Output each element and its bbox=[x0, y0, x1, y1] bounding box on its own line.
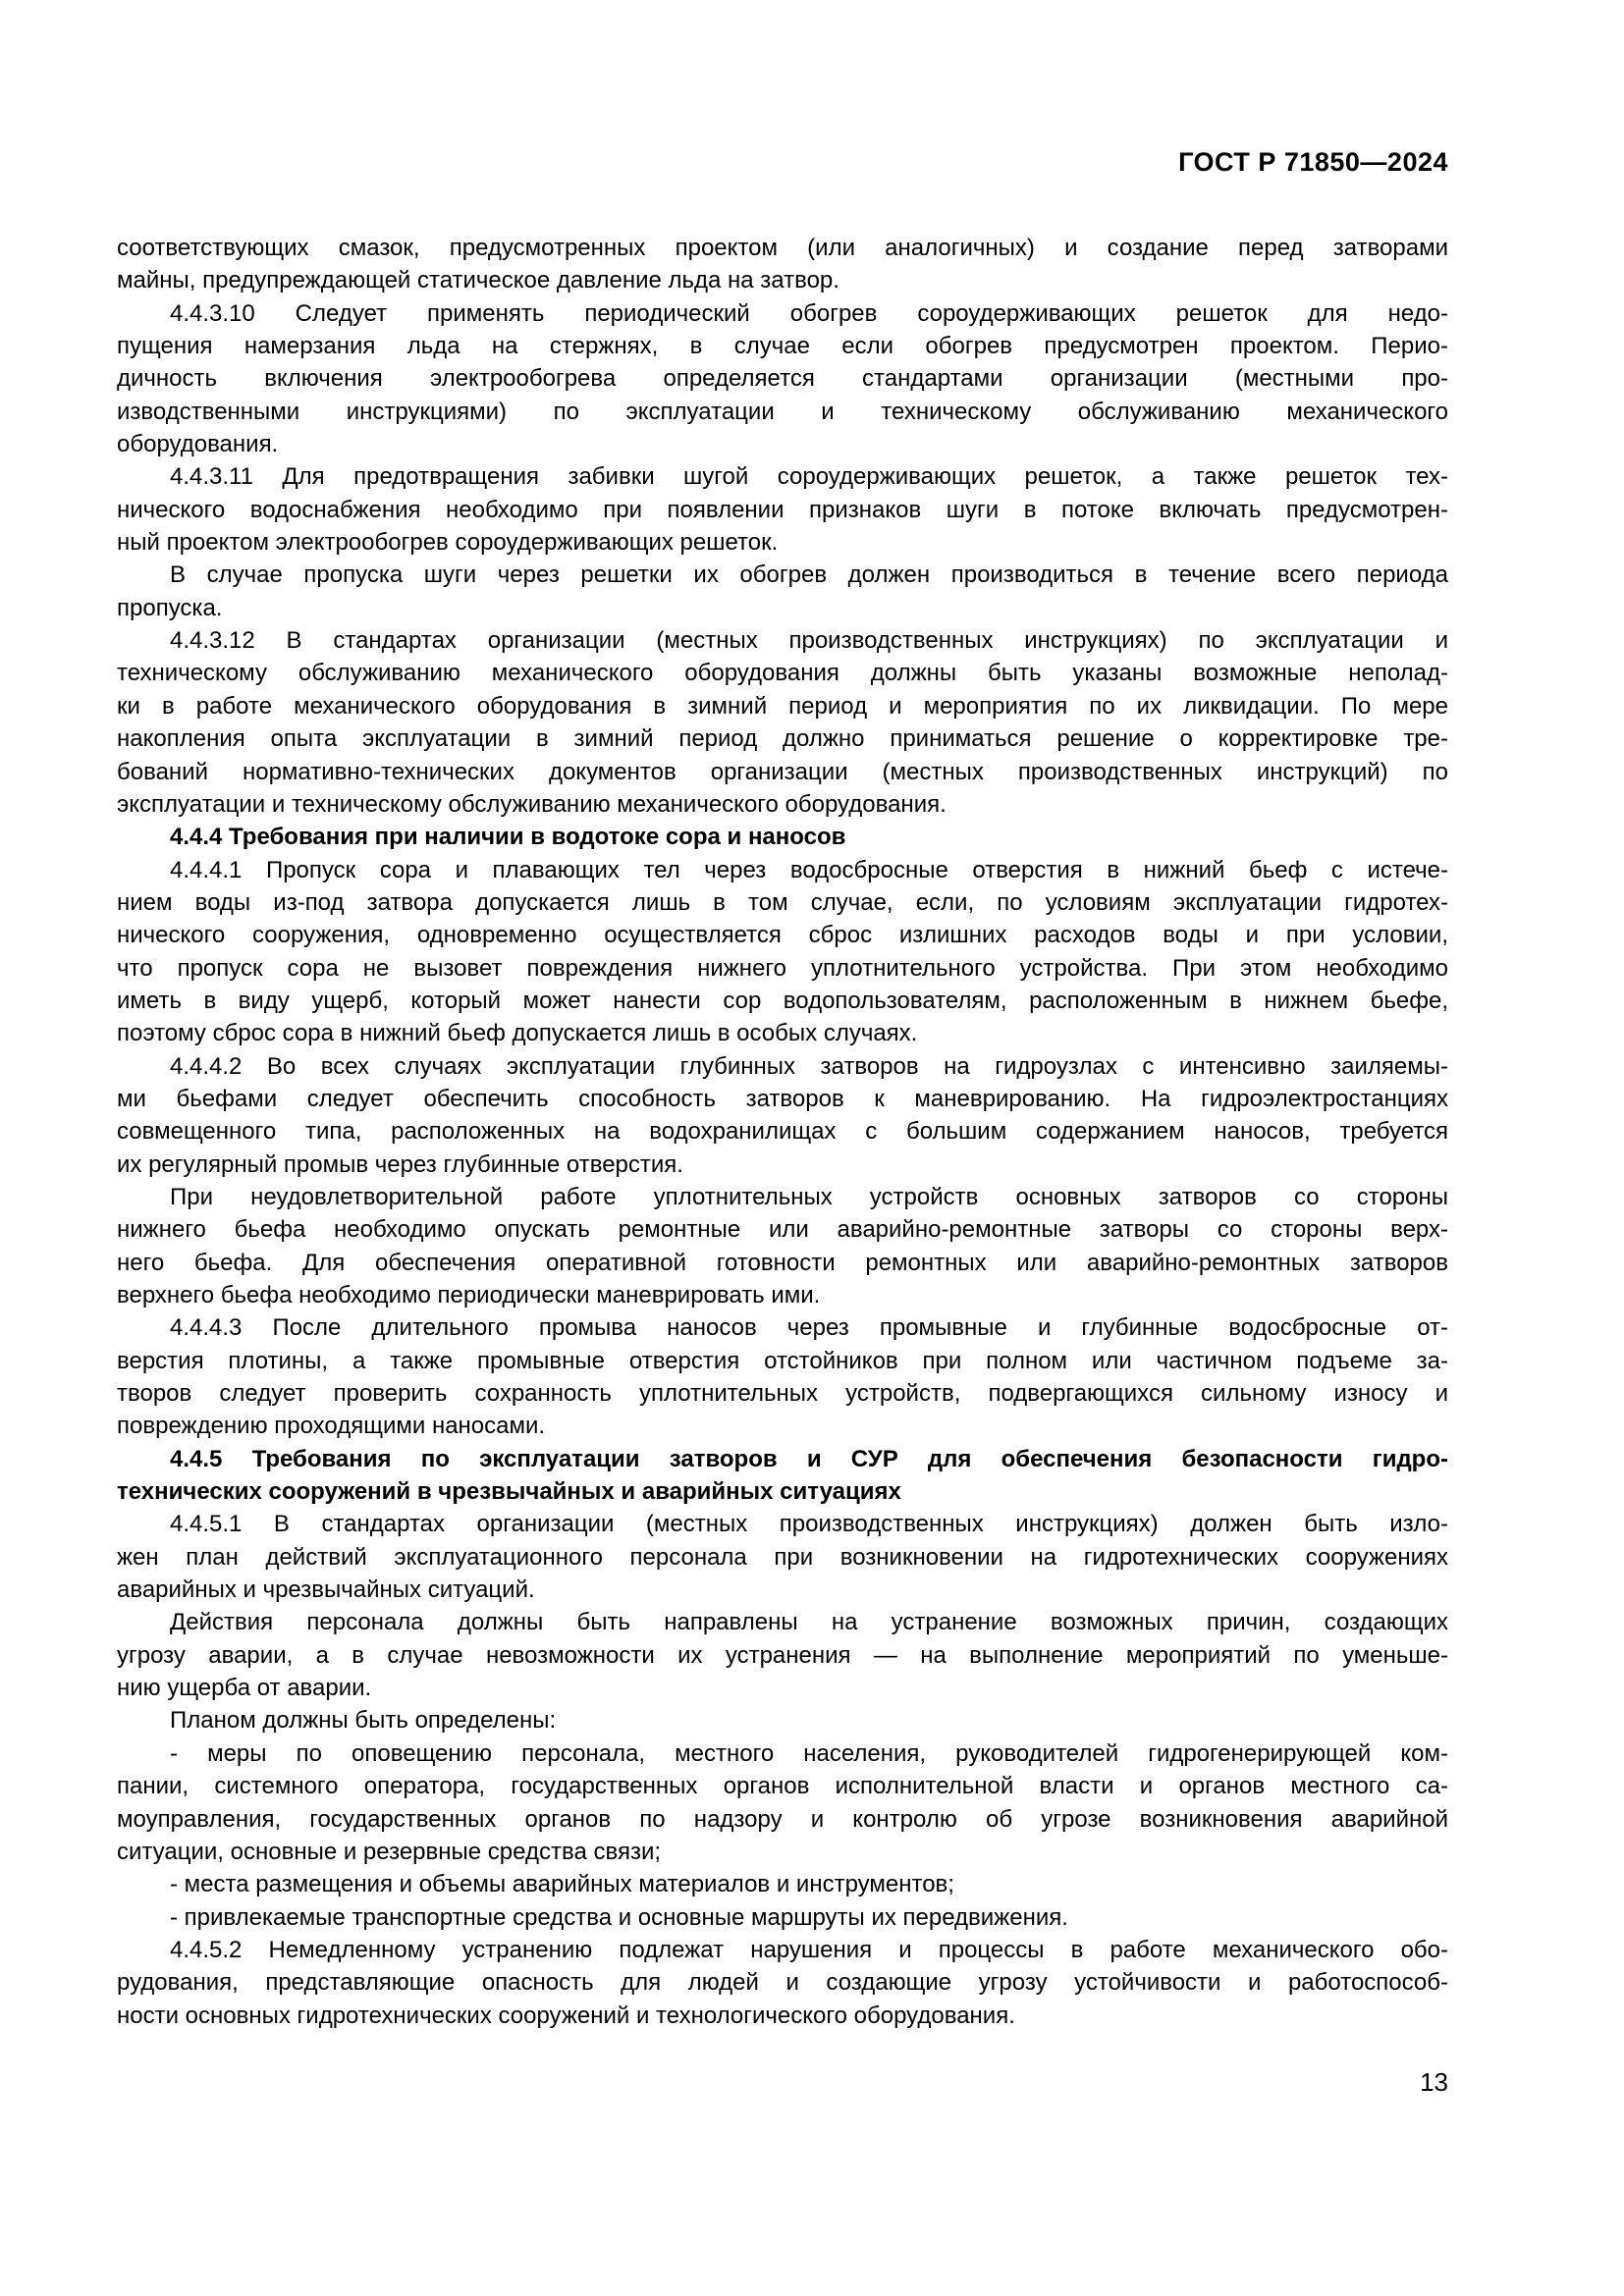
text-line: ный проектом электрообогрев сороудерживающих решеток. bbox=[117, 529, 779, 557]
text-line: 4.4.4.2 Во всех случаях эксплуатации глубинных затворов на гидроузлах с интенсивно заиляемы- bbox=[170, 1052, 1448, 1080]
bullet-transport bbox=[117, 1901, 1448, 1934]
text-line: аварийных и чрезвычайных ситуаций. bbox=[117, 1576, 535, 1604]
text-line: - привлекаемые транспортные средства и основные маршруты их передвижения. bbox=[170, 1903, 1068, 1931]
para-4-4-5-2 bbox=[117, 1934, 1448, 2032]
text-line: 4.4.3.11 Для предотвращения забивки шугой сороудерживающих решеток, а также решеток тех- bbox=[170, 463, 1448, 491]
text-line: него бьефа. Для обеспечения оперативной готовности ремонтных или аварийно-ремонтных затворов bbox=[117, 1249, 1448, 1276]
text-line: пущения намерзания льда на стержнях, в случае если обогрев предусмотрен проектом. Перио- bbox=[117, 333, 1448, 360]
para-4-4-4-1 bbox=[117, 854, 1448, 1050]
text-line: ки в работе механического оборудования в зимний период и мероприятия по их ликвидации. По мере bbox=[117, 692, 1448, 720]
text-line: Действия персонала должны быть направлены на устранение возможных причин, создающих bbox=[170, 1609, 1448, 1636]
text-line: нического сооружения, одновременно осуществляется сброс излишних расходов воды и при условии, bbox=[117, 922, 1448, 949]
text-line: 4.4.3.12 В стандартах организации (местных производственных инструкциях) по эксплуатации и bbox=[170, 627, 1448, 655]
para-4-4-4-3 bbox=[117, 1311, 1448, 1442]
text-line: верстия плотины, а также промывные отверстия отстойников при полном или частичном подъеме за- bbox=[117, 1347, 1448, 1374]
running-header: ГОСТ Р 71850—2024 bbox=[1178, 147, 1448, 177]
text-line: Планом должны быть определены: bbox=[170, 1707, 557, 1735]
bullet-materials bbox=[117, 1868, 1448, 1900]
text-line: жен план действий эксплуатационного персонала при возникновении на гидротехнических сооружениях bbox=[117, 1543, 1448, 1571]
text-line: - места размещения и объемы аварийных материалов и инструментов; bbox=[170, 1871, 954, 1898]
text-line: дичность включения электрообогрева определяется стандартами организации (местными про- bbox=[117, 365, 1448, 393]
text-line: ситуации, основные и резервные средства связи; bbox=[117, 1838, 662, 1865]
text-line: соответствующих смазок, предусмотренных проектом (или аналогичных) и создание перед затворами bbox=[117, 235, 1448, 261]
text-line: 4.4.4.1 Пропуск сора и плавающих тел через водосбросные отверстия в нижний бьеф с истече- bbox=[170, 856, 1448, 883]
text-line: 4.4.4 Требования при наличии в водотоке сора и наносов bbox=[170, 824, 846, 851]
page-number: 13 bbox=[1420, 2067, 1448, 2097]
text-line: иметь в виду ущерб, который может нанести сор водопользователям, расположенным в нижнем бьефе, bbox=[117, 987, 1448, 1014]
text-line: 4.4.5.2 Немедленному устранению подлежат нарушения и процессы в работе механического обо- bbox=[170, 1936, 1448, 1963]
text-line: 4.4.4.3 После длительного промыва наносов через промывные и глубинные водосбросные от- bbox=[170, 1314, 1448, 1342]
text-line: - меры по оповещению персонала, местного населения, руководителей гидрогенерирующей ком- bbox=[170, 1739, 1448, 1767]
text-line: 4.4.5.1 В стандартах организации (местных производственных инструкциях) должен быть изло- bbox=[170, 1511, 1448, 1538]
text-line: техническому обслуживанию механического оборудования должны быть указаны возможные неполад- bbox=[117, 660, 1448, 687]
text-line: верхнего бьефа необходимо периодически маневрировать ими. bbox=[117, 1282, 821, 1308]
text-line: нического водоснабжения необходимо при появлении признаков шуги в потоке включать предусмотрен- bbox=[117, 496, 1448, 523]
text-line: изводственными инструкциями) по эксплуатации и техническому обслуживанию механического bbox=[117, 398, 1448, 425]
para-4-4-4-2 bbox=[117, 1050, 1448, 1181]
text-line: пании, системного оператора, государственных органов исполнительной власти и органов местного са- bbox=[117, 1773, 1448, 1800]
bullet-notification bbox=[117, 1737, 1448, 1868]
heading-4-4-5 bbox=[117, 1443, 1448, 1509]
text-line: повреждению проходящими наносами. bbox=[117, 1413, 546, 1440]
para-plan-intro bbox=[117, 1704, 1448, 1736]
para-4-4-5-1 bbox=[117, 1508, 1448, 1606]
text-line: накопления опыта эксплуатации в зимний период должно приниматься решение о корректировке тре- bbox=[117, 725, 1448, 753]
text-line: их регулярный промыв через глубинные отверстия. bbox=[117, 1150, 683, 1178]
text-line: моуправления, государственных органов по надзору и контролю об угрозе возникновения аварийной bbox=[117, 1805, 1448, 1833]
text-line: эксплуатации и техническому обслуживанию механического оборудования. bbox=[117, 790, 947, 818]
para-seals bbox=[117, 1181, 1448, 1311]
text-line: нием воды из-под затвора допускается лишь в том случае, если, по условиям эксплуатации гидротех- bbox=[117, 888, 1448, 916]
text-line: оборудования. bbox=[117, 431, 279, 458]
text-line: совмещенного типа, расположенных на водохранилищах с большим содержанием наносов, требуется bbox=[117, 1118, 1448, 1146]
text-line: майны, предупреждающей статическое давление льда на затвор. bbox=[117, 267, 839, 294]
text-line: нижнего бьефа необходимо опускать ремонтные или аварийно-ремонтные затворы со стороны верх- bbox=[117, 1216, 1448, 1244]
para-actions bbox=[117, 1606, 1448, 1704]
text-line: нию ущерба от аварии. bbox=[117, 1675, 372, 1702]
text-line: поэтому сброс сора в нижний бьеф допускается лишь в особых случаях. bbox=[117, 1020, 918, 1047]
text-line: творов следует проверить сохранность уплотнительных устройств, подвергающихся сильному износу и bbox=[117, 1380, 1448, 1408]
text-line: бований нормативно-технических документов организации (местных производственных инструкций) по bbox=[117, 758, 1448, 785]
para-continuation bbox=[117, 232, 1448, 297]
document-content bbox=[117, 232, 1448, 2032]
text-line: В случае пропуска шуги через решетки их обогрев должен производиться в течение всего периода bbox=[170, 561, 1448, 589]
text-line: угрозу аварии, а в случае невозможности их устранения — на выполнение мероприятий по уменьше- bbox=[117, 1641, 1448, 1669]
heading-4-4-4 bbox=[117, 821, 1448, 853]
para-4-4-3-11 bbox=[117, 460, 1448, 559]
text-line: При неудовлетворительной работе уплотнительных устройств основных затворов со стороны bbox=[170, 1183, 1448, 1210]
text-line: технических сооружений в чрезвычайных и аварийных ситуациях bbox=[117, 1478, 901, 1506]
para-4-4-3-12 bbox=[117, 624, 1448, 821]
text-line: рудования, представляющие опасность для людей и создающие угрозу устойчивости и работоспособ- bbox=[117, 1969, 1448, 1997]
text-line: ности основных гидротехнических сооружений и технологического оборудования. bbox=[117, 2002, 1015, 2029]
text-line: ми бьефами следует обеспечить способность затворов к маневрированию. На гидроэлектростанциях bbox=[117, 1085, 1448, 1112]
text-line: 4.4.5 Требования по эксплуатации затворов и СУР для обеспечения безопасности гидро- bbox=[170, 1445, 1448, 1472]
para-4-4-3-10 bbox=[117, 297, 1448, 461]
text-line: пропуска. bbox=[117, 594, 223, 621]
para-shuga bbox=[117, 559, 1448, 624]
text-line: что пропуск сора не вызовет повреждения нижнего уплотнительного устройства. При этом необходимо bbox=[117, 954, 1448, 982]
text-line: 4.4.3.10 Следует применять периодический обогрев сороудерживающих решеток для недо- bbox=[170, 299, 1448, 327]
